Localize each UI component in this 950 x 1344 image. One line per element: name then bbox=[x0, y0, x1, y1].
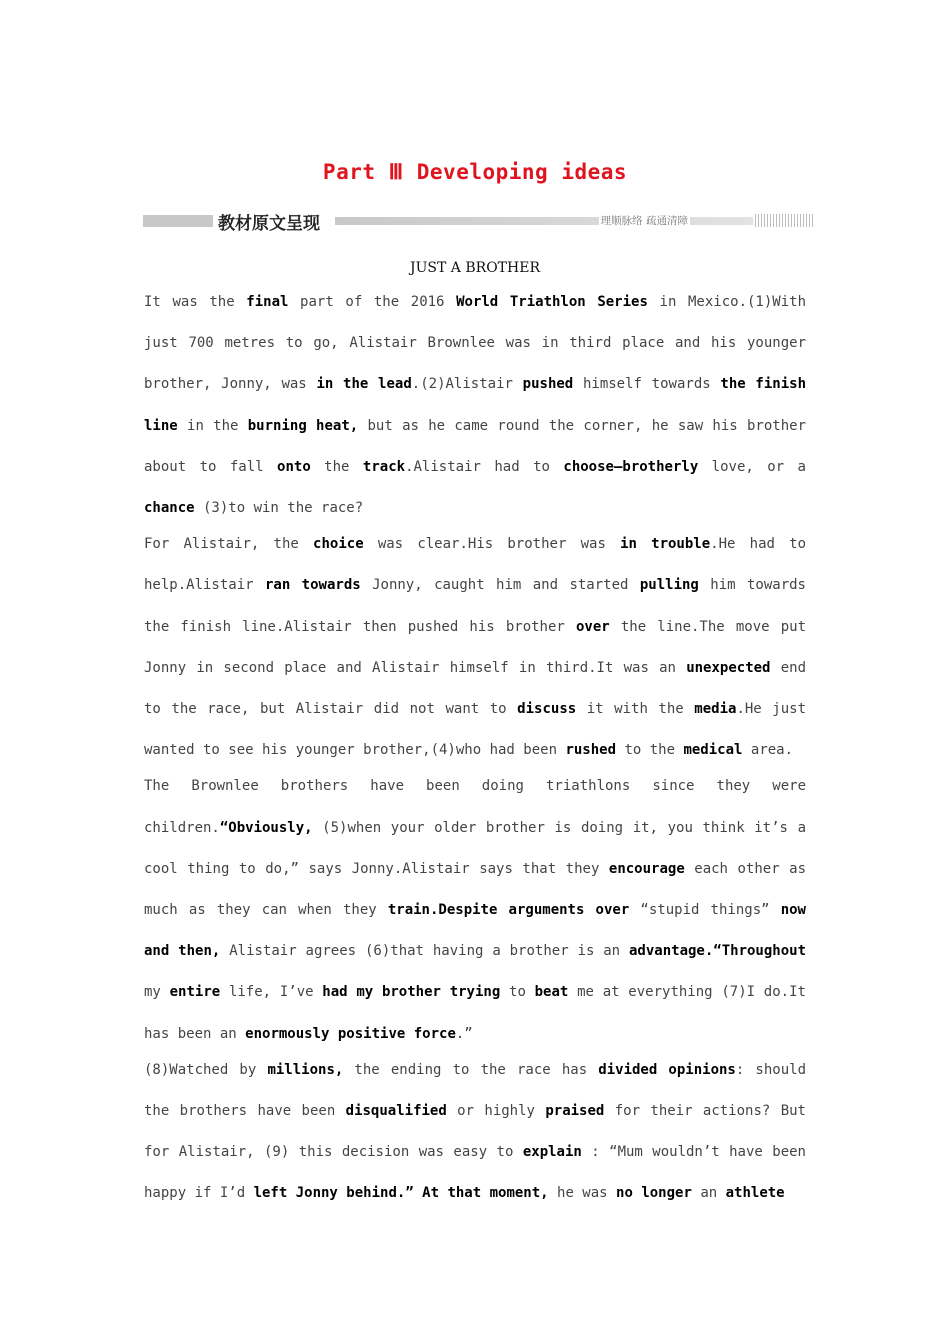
key-phrase: onto bbox=[277, 458, 311, 475]
text-run: area. bbox=[742, 742, 794, 759]
banner-bar-middle bbox=[335, 217, 753, 225]
key-phrase: the finish line bbox=[144, 376, 807, 434]
text-run: .Alistair had to bbox=[405, 458, 564, 475]
key-phrase: pushed bbox=[522, 376, 574, 393]
key-phrase: final bbox=[246, 294, 289, 310]
key-phrase: no longer bbox=[616, 1185, 692, 1202]
key-phrase: advantage.“Throughout bbox=[629, 943, 807, 960]
key-phrase: explain bbox=[522, 1144, 582, 1161]
paragraph bbox=[144, 524, 806, 771]
text-run: “stupid things” bbox=[629, 902, 781, 919]
section-banner bbox=[143, 210, 815, 232]
text-run: him towards the finish line.Alistair then pushed his brother bbox=[144, 577, 806, 635]
key-phrase: athlete bbox=[725, 1185, 785, 1202]
key-phrase: World Triathlon Series bbox=[456, 294, 648, 310]
text-run: end to the race, but Alistair did not want to bbox=[144, 659, 806, 718]
text-run: part of the 2016 bbox=[288, 294, 457, 310]
text-run: life, I’ve bbox=[220, 984, 323, 1001]
text-run: each other as much as they can when they bbox=[144, 860, 806, 919]
key-phrase: medical bbox=[683, 742, 743, 759]
text-run: For Alistair, the bbox=[144, 536, 314, 553]
text-run: It was the bbox=[144, 294, 247, 310]
section-sublabel: 理顺脉络 疏通清障 bbox=[600, 215, 688, 227]
key-phrase: choice bbox=[313, 536, 364, 553]
text-run: himself towards bbox=[573, 376, 721, 393]
text-run: .He had to help.Alistair bbox=[144, 536, 806, 594]
text-run: to the bbox=[616, 742, 684, 759]
text-run: (5)when your older brother is doing it, you think it’s a cool thing to do,” says Jonny.Alistair says that they bbox=[144, 819, 806, 877]
text-run: me at everything (7)I do.It has been an bbox=[144, 984, 806, 1042]
text-run: (8)Watched by bbox=[144, 1061, 268, 1078]
key-phrase: encourage bbox=[608, 860, 685, 877]
key-phrase: in the lead bbox=[316, 376, 412, 393]
text-run: to bbox=[500, 984, 535, 1001]
text-run: : “Mum wouldn’t have been happy if I’d bbox=[144, 1144, 806, 1202]
text-run: .He just wanted to see his younger brother,(4)who had been bbox=[144, 701, 806, 759]
text-run: The Brownlee brothers have been doing triathlons since they were children. bbox=[144, 778, 806, 836]
key-phrase: rushed bbox=[565, 742, 617, 759]
key-phrase: now and then, bbox=[144, 902, 806, 960]
key-phrase: burning heat, bbox=[247, 417, 359, 434]
key-phrase: track bbox=[362, 458, 406, 475]
key-phrase: entire bbox=[169, 984, 221, 1001]
text-run: it with the bbox=[576, 701, 695, 718]
text-run: an bbox=[691, 1185, 726, 1202]
text-run: was clear.His brother was bbox=[363, 536, 621, 553]
text-run: (3)to win the race? bbox=[194, 500, 364, 517]
text-run: for their actions? But for Alistair, (9) this decision was easy to bbox=[144, 1103, 806, 1161]
banner-hatch-decoration bbox=[755, 214, 815, 227]
text-title: JUST A BROTHER bbox=[410, 260, 540, 276]
key-phrase: beat bbox=[534, 984, 569, 1001]
key-phrase: ran towards bbox=[264, 577, 361, 594]
paragraph bbox=[144, 282, 806, 529]
key-phrase: divided opinions bbox=[598, 1061, 736, 1078]
text-run: in Mexico.(1)With just 700 metres to go, Alistair Brownlee was in third place and his younger brother, Jonny, was bbox=[144, 294, 806, 393]
text-run: the ending to the race has bbox=[343, 1061, 599, 1078]
text-run: .(2)Alistair bbox=[411, 376, 523, 393]
key-phrase: choose—brotherly bbox=[563, 458, 699, 475]
text-run: Alistair agrees (6)that having a brother is an bbox=[220, 943, 629, 960]
key-phrase: millions, bbox=[267, 1061, 344, 1078]
text-run: : should the brothers have been bbox=[144, 1061, 806, 1120]
key-phrase: in trouble bbox=[620, 536, 711, 553]
key-phrase: pulling bbox=[639, 577, 699, 594]
text-run: the bbox=[310, 458, 363, 475]
text-run: love, or a bbox=[698, 458, 806, 475]
key-phrase: left Jonny behind.” At that moment, bbox=[253, 1185, 549, 1202]
key-phrase: over bbox=[576, 618, 610, 635]
key-phrase: train.Despite arguments over bbox=[387, 902, 630, 919]
key-phrase: media bbox=[694, 701, 737, 718]
text-run: in the bbox=[177, 417, 248, 434]
text-run: .” bbox=[455, 1025, 473, 1042]
key-phrase: unexpected bbox=[686, 659, 771, 676]
section-label: 教材原文呈现 bbox=[215, 209, 323, 234]
key-phrase: discuss bbox=[517, 701, 577, 718]
key-phrase: had my brother trying bbox=[322, 984, 501, 1001]
text-run: Jonny, caught him and started bbox=[360, 577, 640, 594]
article-body bbox=[144, 282, 806, 1215]
text-run: my bbox=[144, 984, 170, 1001]
banner-bar-left bbox=[143, 215, 213, 227]
page-title: Part Ⅲ Developing ideas bbox=[322, 160, 628, 184]
text-run: but as he came round the corner, he saw his brother about to fall bbox=[144, 417, 807, 475]
key-phrase: “Obviously, bbox=[219, 819, 313, 836]
paragraph bbox=[144, 1050, 806, 1215]
key-phrase: disqualified bbox=[345, 1103, 447, 1120]
text-run: he was bbox=[548, 1185, 617, 1202]
key-phrase: chance bbox=[144, 500, 195, 517]
key-phrase: enormously positive force bbox=[245, 1025, 456, 1042]
key-phrase: praised bbox=[545, 1103, 605, 1120]
text-run: the line.The move put Jonny in second place and Alistair himself in third.It was an bbox=[144, 618, 806, 676]
paragraph bbox=[144, 766, 806, 1054]
text-run: or highly bbox=[446, 1103, 546, 1120]
